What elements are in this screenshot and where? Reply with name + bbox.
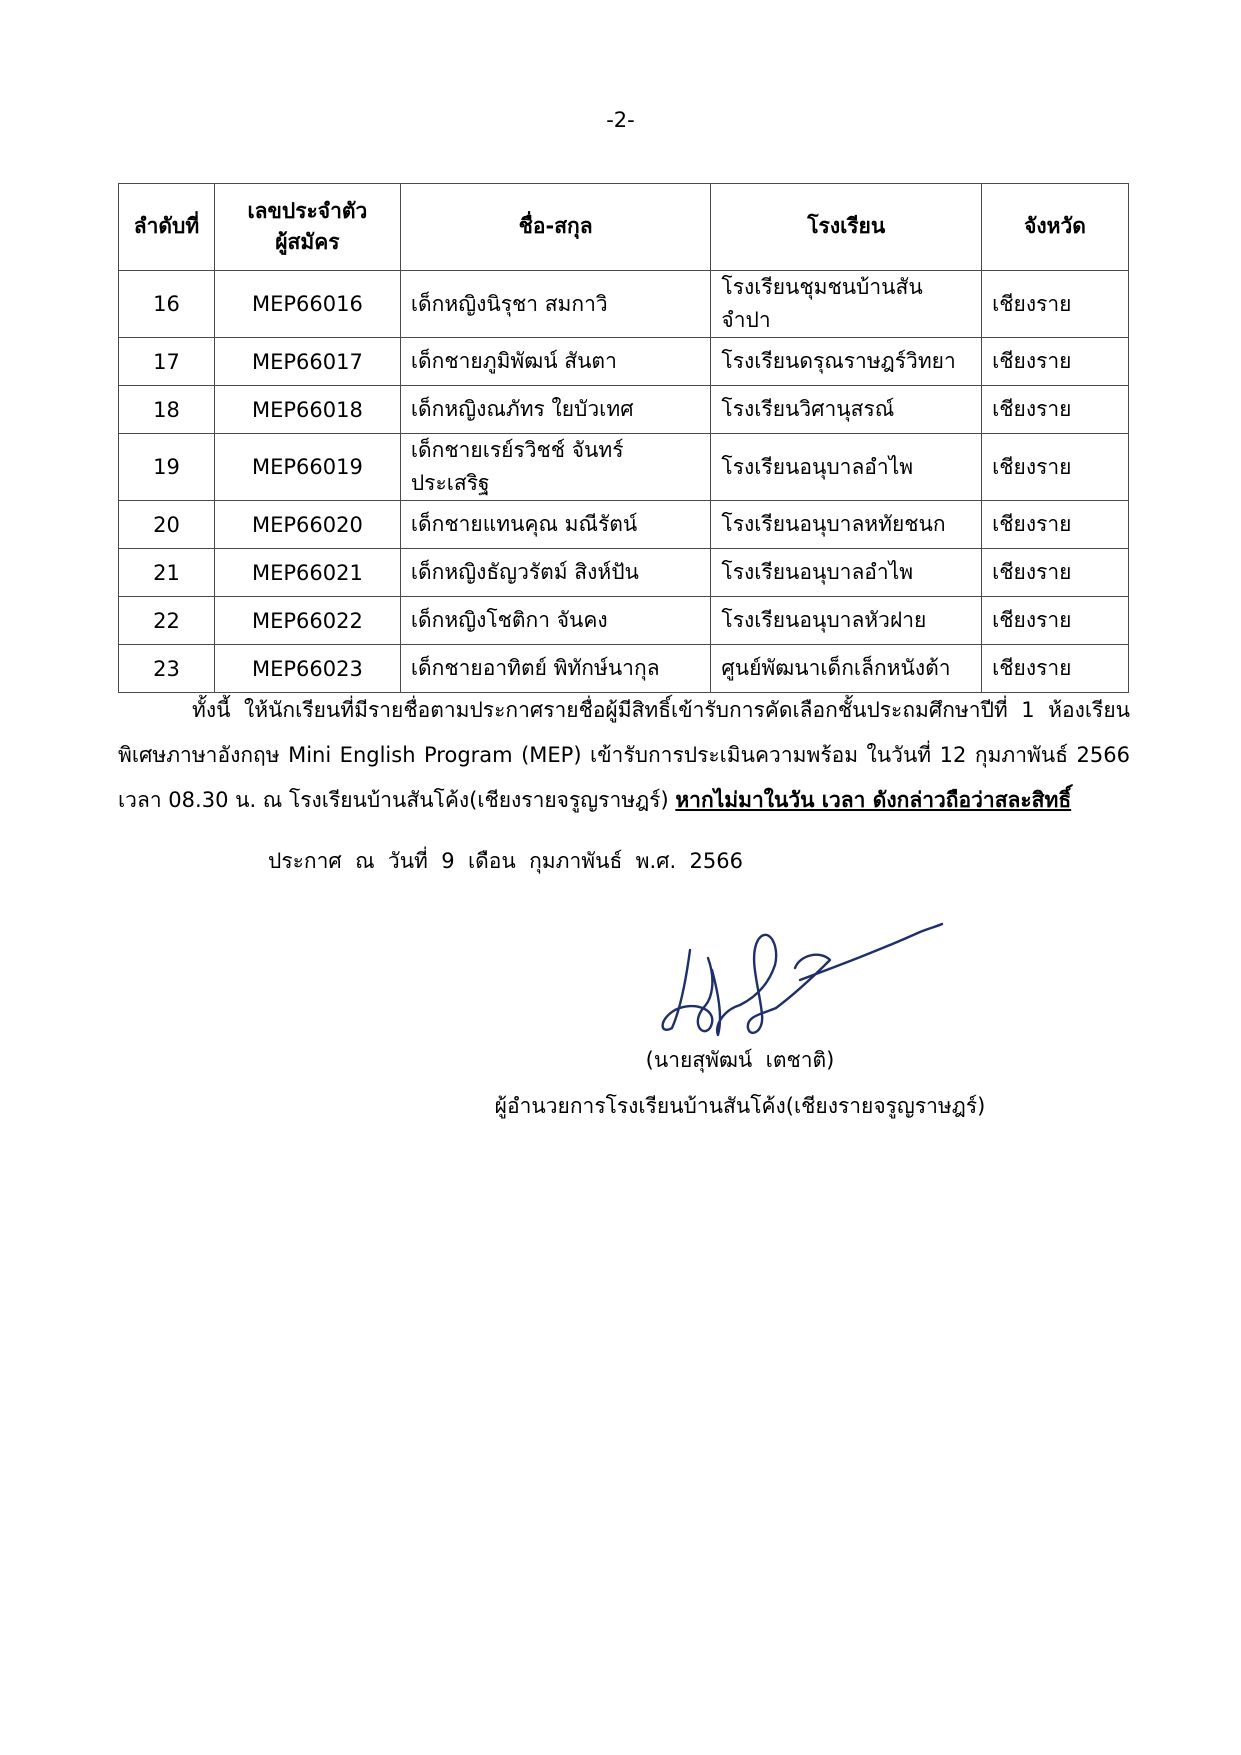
cell-seq: 20	[119, 501, 215, 549]
page-number: -2-	[606, 108, 635, 132]
cell-school: โรงเรียนอนุบาลอำไพ	[711, 434, 982, 501]
header-province: จังหวัด	[982, 184, 1129, 271]
cell-seq: 16	[119, 271, 215, 338]
signature-image	[650, 910, 950, 1050]
cell-applicant-id: MEP66022	[214, 597, 400, 645]
table-row	[119, 386, 1129, 434]
table-row	[119, 549, 1129, 597]
cell-province: เชียงราย	[982, 386, 1129, 434]
cell-applicant-id: MEP66017	[214, 338, 400, 386]
cell-name: เด็กชายแทนคุณ มณีรัตน์	[400, 501, 711, 549]
table-row	[119, 434, 1129, 501]
cell-school: ศูนย์พัฒนาเด็กเล็กหนังต้า	[711, 645, 982, 693]
cell-seq: 18	[119, 386, 215, 434]
cell-province: เชียงราย	[982, 434, 1129, 501]
cell-name: เด็กหญิงธัญวรัตม์ สิงห์ปัน	[400, 549, 711, 597]
header-applicant-id-line2: ผู้สมัคร	[275, 230, 340, 254]
cell-name: เด็กหญิงณภัทร ใยบัวเทศ	[400, 386, 711, 434]
cell-name: เด็กหญิงโชติกา จันคง	[400, 597, 711, 645]
cell-province: เชียงราย	[982, 338, 1129, 386]
table-row	[119, 597, 1129, 645]
cell-seq: 19	[119, 434, 215, 501]
table-row	[119, 338, 1129, 386]
cell-province: เชียงราย	[982, 271, 1129, 338]
cell-province: เชียงราย	[982, 597, 1129, 645]
cell-applicant-id: MEP66018	[214, 386, 400, 434]
cell-name: เด็กชายภูมิพัฒน์ สันตา	[400, 338, 711, 386]
signer-name: (นายสุพัฒน์ เตชาติ)	[645, 1048, 835, 1072]
notice-emphasis: หากไม่มาในวัน เวลา ดังกล่าวถือว่าสละสิทธิ์	[675, 788, 1072, 812]
cell-school: โรงเรียนดรุณราษฎร์วิทยา	[711, 338, 982, 386]
cell-school: โรงเรียนวิศานุสรณ์	[711, 386, 982, 434]
cell-applicant-id: MEP66020	[214, 501, 400, 549]
cell-school: โรงเรียนอนุบาลหัวฝาย	[711, 597, 982, 645]
table-header-row	[119, 184, 1129, 271]
header-applicant-id-line1: เลขประจำตัว	[247, 198, 368, 223]
header-seq: ลำดับที่	[119, 184, 215, 271]
cell-province: เชียงราย	[982, 645, 1129, 693]
cell-applicant-id: MEP66021	[214, 549, 400, 597]
cell-seq: 23	[119, 645, 215, 693]
header-name: ชื่อ-สกุล	[400, 184, 711, 271]
header-applicant-id	[214, 184, 400, 271]
notice-body: ทั้งนี้ ให้นักเรียนที่มีรายชื่อตามประกาศรายชื่อผู้มีสิทธิ์เข้ารับการคัดเลือกชั้นประถมศึกษาปีที่ 1 ห้องเรียนพิเศษภาษาอังกฤษ Mini English Program (MEP) เข้ารับการประเมินความพร้อม ในวันที่ 12 กุมภาพันธ์ 2566 เวลา 08.30 น. ณ โรงเรียนบ้านสันโค้ง(เชียงรายจรูญราษฎร์)	[118, 698, 1130, 812]
cell-school: โรงเรียนชุมชนบ้านสันจำปา	[711, 271, 982, 338]
cell-name: เด็กชายเรย์รวิชช์ จันทร์ประเสริฐ	[400, 434, 711, 501]
cell-province: เชียงราย	[982, 549, 1129, 597]
cell-seq: 22	[119, 597, 215, 645]
table-row	[119, 501, 1129, 549]
cell-school: โรงเรียนอนุบาลอำไพ	[711, 549, 982, 597]
cell-seq: 21	[119, 549, 215, 597]
cell-applicant-id: MEP66019	[214, 434, 400, 501]
applicant-table	[118, 183, 1129, 693]
table-row	[119, 271, 1129, 338]
table-row	[119, 645, 1129, 693]
announcement-date: ประกาศ ณ วันที่ 9 เดือน กุมภาพันธ์ พ.ศ. 2566	[268, 849, 743, 873]
cell-province: เชียงราย	[982, 501, 1129, 549]
cell-applicant-id: MEP66023	[214, 645, 400, 693]
cell-school: โรงเรียนอนุบาลหทัยชนก	[711, 501, 982, 549]
notice-paragraph	[118, 688, 1130, 823]
signer-title: ผู้อำนวยการโรงเรียนบ้านสันโค้ง(เชียงรายจรูญราษฎร์)	[494, 1094, 986, 1118]
cell-applicant-id: MEP66016	[214, 271, 400, 338]
cell-name: เด็กชายอาทิตย์ พิทักษ์นากุล	[400, 645, 711, 693]
header-school: โรงเรียน	[711, 184, 982, 271]
cell-name: เด็กหญิงนิรุชา สมกาวิ	[400, 271, 711, 338]
cell-seq: 17	[119, 338, 215, 386]
